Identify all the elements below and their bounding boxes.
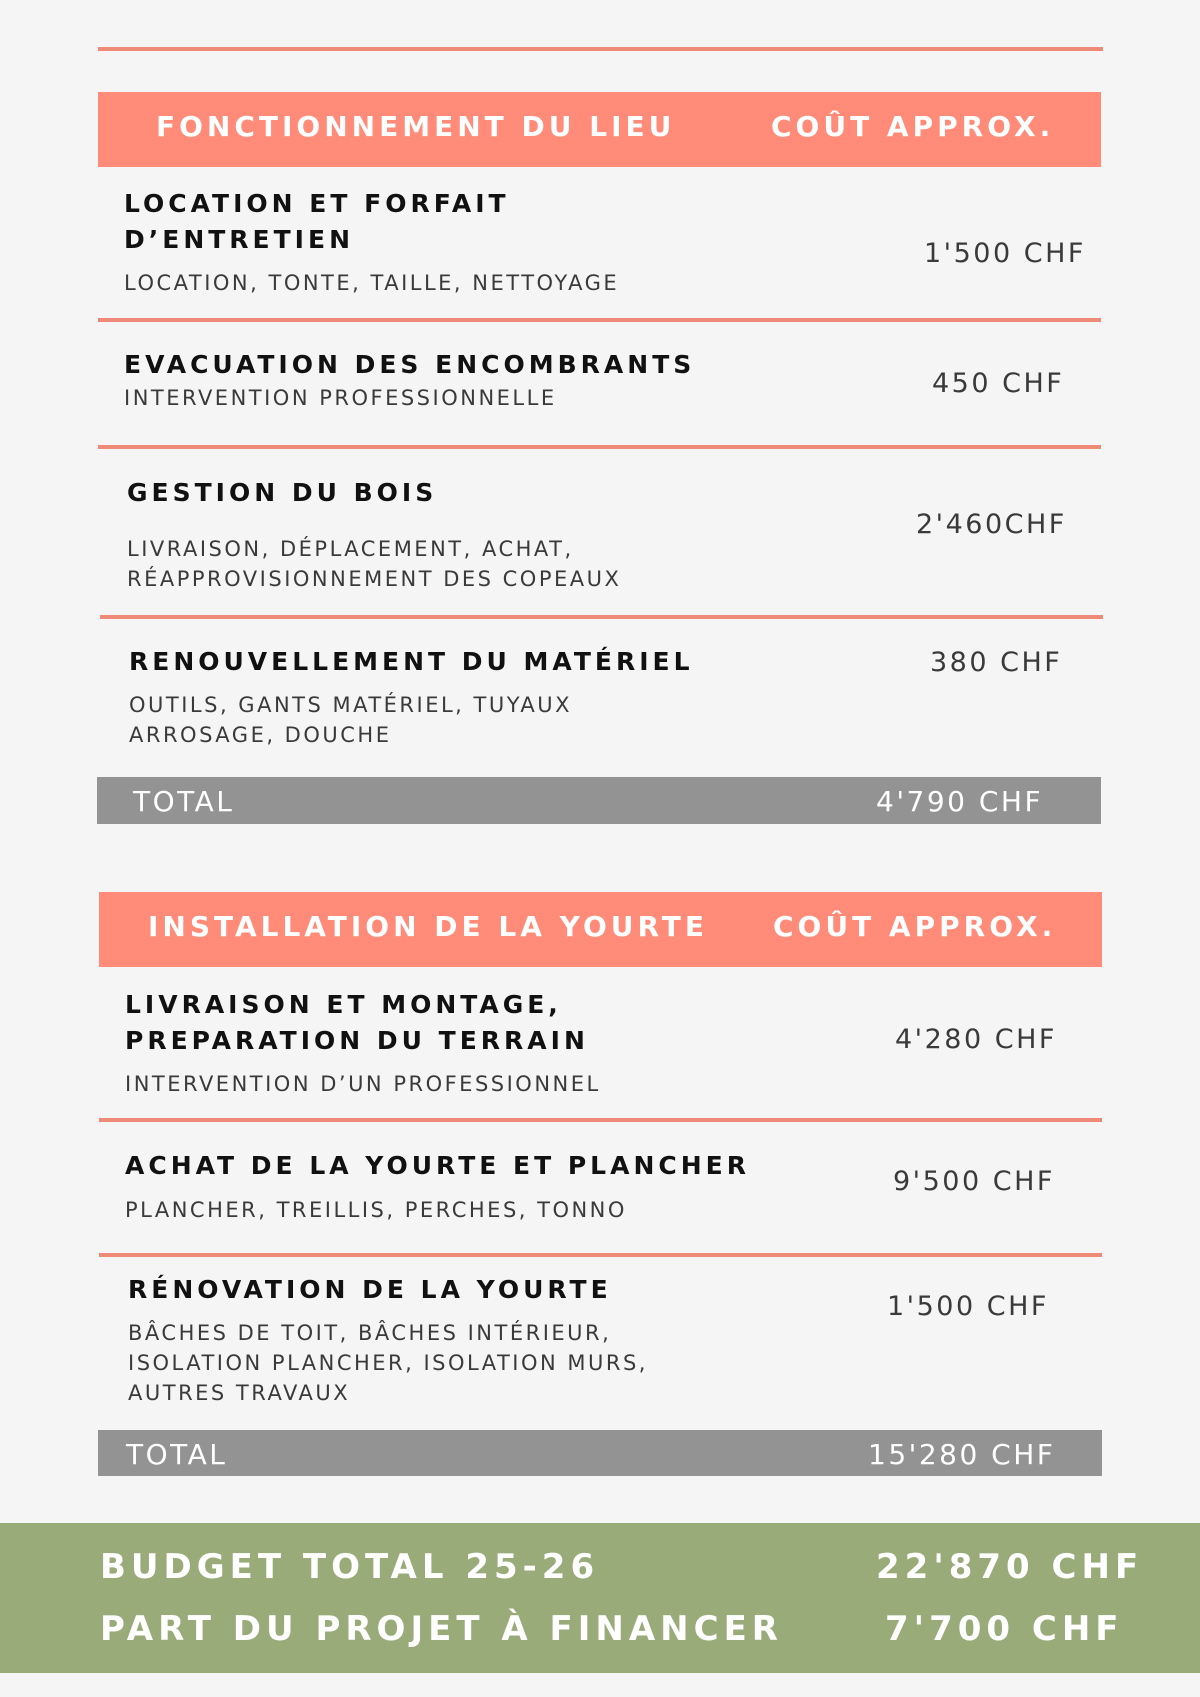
section1-header-title: FONCTIONNEMENT DU LIEU [156, 110, 676, 143]
budget-summary-band [0, 1523, 1200, 1673]
row-cost: 9'500 CHF [893, 1166, 1055, 1197]
row-title: EVACUATION DES ENCOMBRANTS [124, 350, 696, 379]
row-divider [98, 445, 1101, 449]
section2-total-value: 15'280 CHF [868, 1438, 1056, 1471]
row-cost: 4'280 CHF [895, 1024, 1057, 1055]
top-divider [98, 47, 1103, 51]
row-description: LOCATION, TONTE, TAILLE, NETTOYAGE [124, 271, 620, 295]
row-title: GESTION DU BOIS [127, 478, 438, 507]
row-divider [100, 615, 1103, 619]
row-cost: 450 CHF [932, 368, 1065, 399]
section1-header-cost: COÛT APPROX. [771, 110, 1055, 143]
row-description: BÂCHES DE TOIT, BÂCHES INTÉRIEUR, [128, 1321, 612, 1345]
budget-total-value: 22'870 CHF [876, 1547, 1144, 1587]
row-description: LIVRAISON, DÉPLACEMENT, ACHAT, [127, 537, 574, 561]
row-description: OUTILS, GANTS MATÉRIEL, TUYAUX [129, 693, 573, 717]
section2-total-label: TOTAL [126, 1438, 228, 1471]
row-cost: 1'500 CHF [924, 238, 1086, 269]
row-description: PLANCHER, TREILLIS, PERCHES, TONNO [125, 1198, 627, 1222]
section2-header-title: INSTALLATION DE LA YOURTE [148, 910, 709, 943]
row-title-line2: D’ENTRETIEN [124, 225, 354, 254]
row-description-line2: ISOLATION PLANCHER, ISOLATION MURS, [128, 1351, 648, 1375]
row-description: INTERVENTION PROFESSIONNELLE [124, 386, 557, 410]
row-title: ACHAT DE LA YOURTE ET PLANCHER [125, 1151, 750, 1180]
row-description-line3: AUTRES TRAVAUX [128, 1381, 351, 1405]
budget-total-label: BUDGET TOTAL 25-26 [100, 1547, 600, 1587]
row-description-line2: RÉAPPROVISIONNEMENT DES COPEAUX [127, 567, 622, 591]
row-divider [99, 1118, 1102, 1122]
row-description-line2: ARROSAGE, DOUCHE [129, 723, 392, 747]
row-cost: 1'500 CHF [887, 1291, 1049, 1322]
section1-total-bar [97, 777, 1101, 824]
section1-total-label: TOTAL [133, 785, 235, 818]
row-title: RÉNOVATION DE LA YOURTE [128, 1275, 612, 1304]
row-title: LIVRAISON ET MONTAGE, [125, 990, 562, 1019]
row-description: INTERVENTION D’UN PROFESSIONNEL [125, 1072, 601, 1096]
section2-header-cost: COÛT APPROX. [773, 910, 1057, 943]
row-title: RENOUVELLEMENT DU MATÉRIEL [129, 647, 694, 676]
section1-header [98, 92, 1101, 167]
row-title: LOCATION ET FORFAIT [124, 189, 510, 218]
row-title-line2: PREPARATION DU TERRAIN [125, 1026, 589, 1055]
row-cost: 2'460CHF [916, 509, 1067, 540]
section2-header [99, 892, 1102, 967]
row-divider [99, 1253, 1102, 1257]
budget-financed-label: PART DU PROJET À FINANCER [100, 1609, 783, 1649]
row-cost: 380 CHF [930, 647, 1063, 678]
section1-total-value: 4'790 CHF [876, 785, 1044, 818]
budget-financed-value: 7'700 CHF [885, 1609, 1124, 1649]
row-divider [98, 318, 1101, 322]
section2-total-bar [98, 1430, 1102, 1476]
